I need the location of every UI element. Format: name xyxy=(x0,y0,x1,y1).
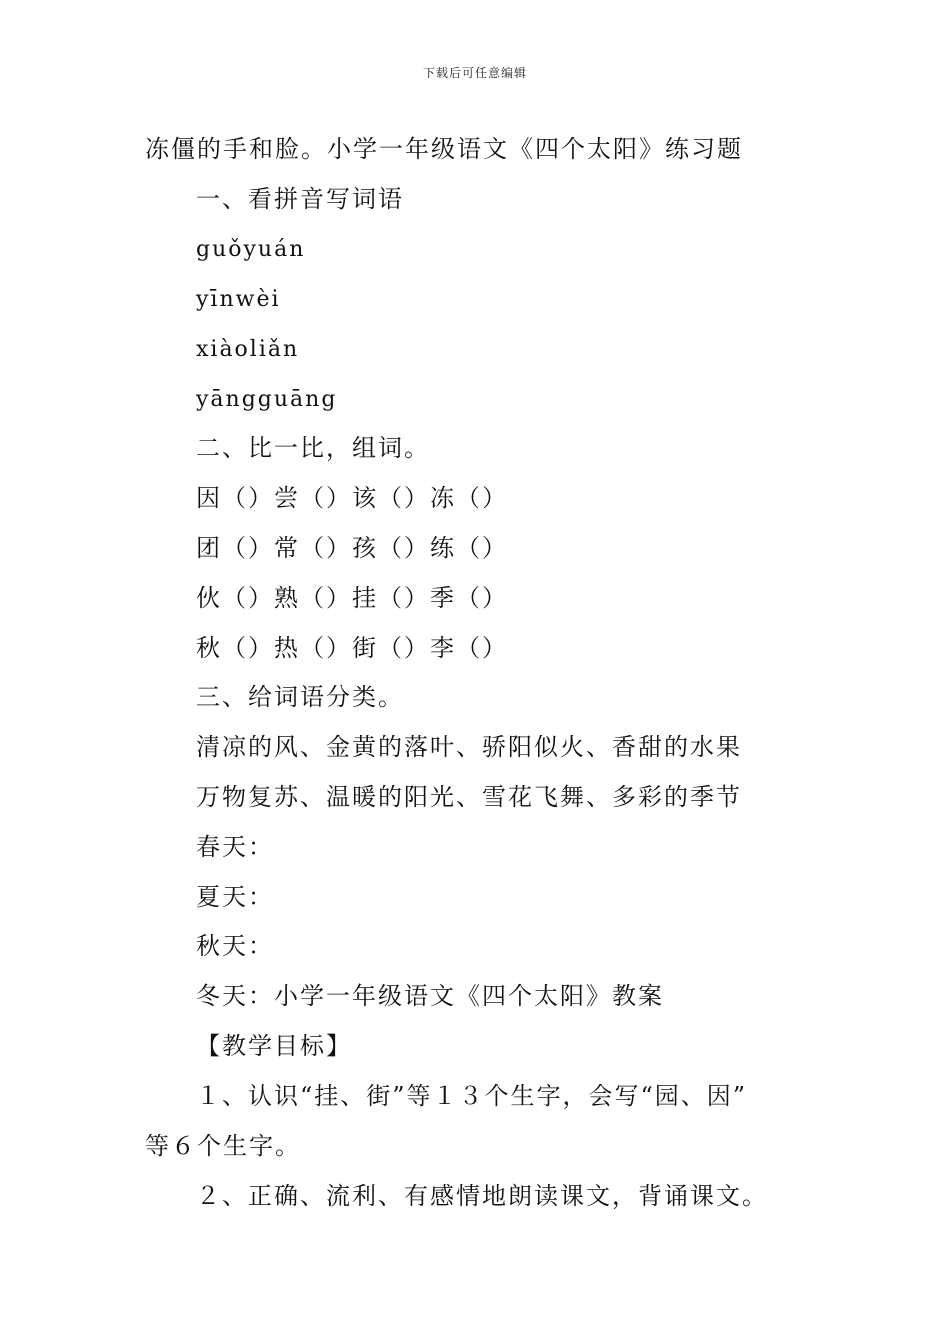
compare-row: 秋（）热（）街（）李（） xyxy=(196,634,508,662)
season-label: 春天： xyxy=(196,833,274,861)
objectives-heading: 【教学目标】 xyxy=(196,1032,352,1060)
section-3-heading: 三、给词语分类。 xyxy=(196,683,404,711)
objective-item: ２、正确、流利、有感情地朗读课文，背诵课文。 xyxy=(196,1182,768,1210)
season-label: 冬天：小学一年级语文《四个太阳》教案 xyxy=(196,982,664,1010)
pinyin-line: guǒyuán xyxy=(196,237,306,262)
objective-item-continued: 等６个生字。 xyxy=(145,1132,301,1160)
season-label: 夏天： xyxy=(196,883,274,911)
intro-line: 冻僵的手和脸。小学一年级语文《四个太阳》练习题 xyxy=(145,135,743,163)
season-label: 秋天： xyxy=(196,932,274,960)
phrase-list: 万物复苏、温暖的阳光、雪花飞舞、多彩的季节 xyxy=(196,783,742,811)
pinyin-line: xiàoliǎn xyxy=(196,337,300,362)
compare-row: 伙（）熟（）挂（）季（） xyxy=(196,584,508,612)
section-2-heading: 二、比一比，组词。 xyxy=(196,434,430,462)
compare-row: 因（）尝（）该（）冻（） xyxy=(196,484,508,512)
page-header: 下载后可任意编辑 xyxy=(422,66,527,80)
section-1-heading: 一、看拼音写词语 xyxy=(196,185,404,213)
pinyin-line: yīnwèi xyxy=(196,287,281,312)
objective-item: １、认识“挂、街”等１３个生字，会写“园、因” xyxy=(196,1082,748,1110)
phrase-list: 清凉的风、金黄的落叶、骄阳似火、香甜的水果 xyxy=(196,733,742,761)
pinyin-line: yāngguāng xyxy=(196,387,338,412)
compare-row: 团（）常（）孩（）练（） xyxy=(196,534,508,562)
